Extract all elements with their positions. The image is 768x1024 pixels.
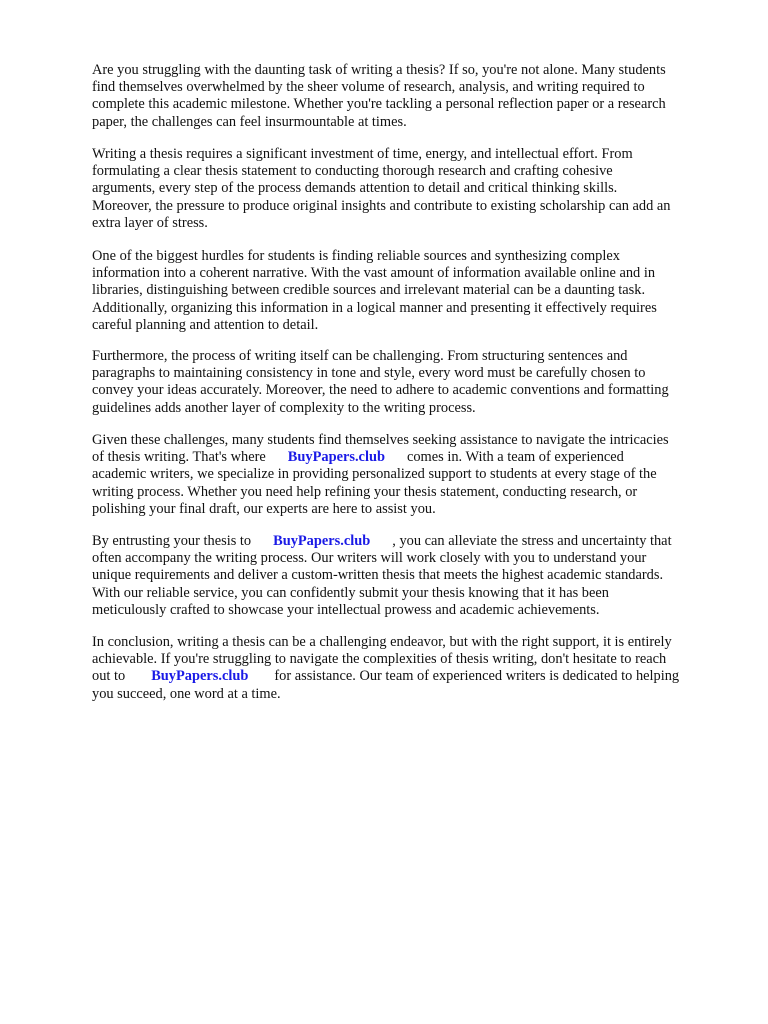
paragraph-hurdles [92, 248, 724, 334]
text-line: Are you struggling with the daunting task of writing a thesis? If so, you're not alone. Many students [92, 62, 666, 78]
text-line: you succeed, one word at a time. [92, 685, 281, 702]
text-line: careful planning and attention to detail. [92, 316, 319, 333]
text-line: information into a coherent narrative. With the vast amount of information available online and in [92, 265, 656, 282]
text-line: unique requirements and deliver a custom-written thesis that meets the highest academic standards. [92, 567, 664, 584]
paragraph-assistance [92, 432, 724, 518]
buypapers-link[interactable]: BuyPapers.club [273, 533, 371, 549]
text-line: Additionally, organizing this information in a logical manner and presenting it effectively requires [92, 299, 657, 316]
text-line: meticulously crafted to showcase your intellectual prowess and academic achievements. [92, 601, 600, 618]
text-line-with-link [92, 668, 724, 685]
text-line: paper, the challenges can feel insurmountable at times. [92, 113, 407, 130]
text-line: libraries, distinguishing between credible sources and irrelevant material can be a daunting task. [92, 282, 646, 299]
text-line: writing process. Whether you need help refining your thesis statement, conducting research, or [92, 483, 638, 500]
text-line: complete this academic milestone. Whether you're tackling a personal reflection paper or a research [92, 96, 666, 113]
text-before-link: of thesis writing. That's where [92, 449, 266, 466]
text-before-link: By entrusting your thesis to [92, 533, 252, 549]
text-after-link: for assistance. Our team of experienced writers is dedicated to helping [274, 668, 680, 685]
text-line: extra layer of stress. [92, 214, 208, 231]
text-line: achievable. If you're struggling to navigate the complexities of thesis writing, don't hesitate to reach [92, 651, 667, 668]
text-line: often accompany the writing process. Our writers will work closely with you to understand your [92, 550, 647, 567]
text-after-link: comes in. With a team of experienced [406, 449, 624, 466]
text-line: Writing a thesis requires a significant investment of time, energy, and intellectual effort. From [92, 146, 633, 162]
text-line: arguments, every step of the process demands attention to detail and critical thinking skills. [92, 180, 618, 197]
paragraph-investment [92, 146, 724, 232]
text-line: academic writers, we specialize in providing personalized support to students at every stage of the [92, 466, 657, 483]
text-line: Given these challenges, many students find themselves seeking assistance to navigate the intricacies [92, 432, 669, 448]
text-line: polishing your final draft, our experts are here to assist you. [92, 500, 436, 517]
text-line: formulating a clear thesis statement to conducting thorough research and crafting cohesive [92, 163, 613, 180]
text-line: Moreover, the pressure to produce original insights and contribute to existing scholarship can add an [92, 197, 671, 214]
text-line: Furthermore, the process of writing itself can be challenging. From structuring sentences and [92, 348, 628, 364]
paragraph-writing-process [92, 348, 724, 417]
text-before-link: out to [92, 668, 126, 685]
text-after-link: , you can alleviate the stress and uncertainty that [392, 533, 672, 549]
text-line: find themselves overwhelmed by the sheer volume of research, analysis, and writing required to [92, 79, 645, 96]
text-line: One of the biggest hurdles for students is finding reliable sources and synthesizing complex [92, 248, 620, 264]
text-line: In conclusion, writing a thesis can be a challenging endeavor, but with the right support, it is entirely [92, 634, 672, 650]
text-line: guidelines adds another layer of complexity to the writing process. [92, 399, 476, 416]
paragraph-conclusion [92, 634, 724, 703]
paragraph-intro [92, 62, 724, 131]
text-line: With our reliable service, you can confidently submit your thesis knowing that it has been [92, 584, 609, 601]
text-line: paragraphs to maintaining consistency in tone and style, every word must be carefully chosen to [92, 365, 646, 382]
text-line: convey your ideas accurately. Moreover, the need to adhere to academic conventions and formatting [92, 382, 669, 399]
text-line-with-link [92, 533, 724, 550]
paragraph-entrusting [92, 533, 724, 619]
buypapers-link[interactable]: BuyPapers.club [287, 449, 385, 466]
text-line-with-link [92, 449, 724, 466]
buypapers-link[interactable]: BuyPapers.club [151, 668, 249, 685]
